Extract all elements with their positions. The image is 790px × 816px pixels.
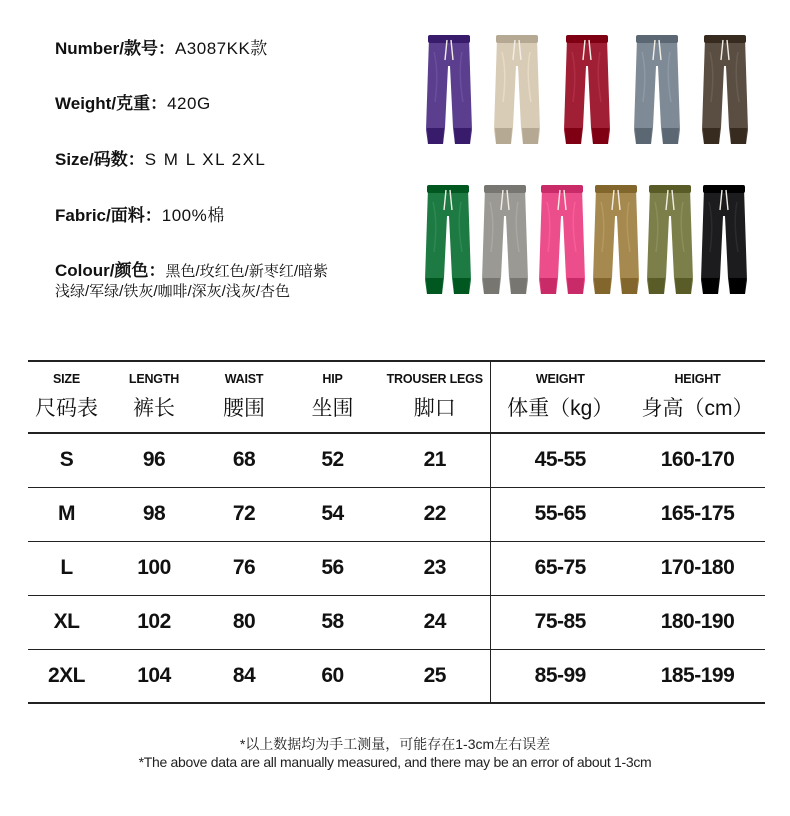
cell-waist: 72	[232, 502, 256, 525]
spec-size-value: S M L XL 2XL	[144, 150, 267, 169]
header-size: SIZE 尺码表	[35, 372, 98, 420]
cell-weight: 55-65	[490, 487, 630, 541]
spec-weight-value: 420G	[167, 94, 211, 113]
pants-colour-swatch	[592, 182, 640, 298]
size-chart-table	[28, 360, 765, 704]
table-row	[28, 595, 765, 649]
cell-length: 96	[142, 448, 166, 472]
table-header-row	[28, 361, 765, 433]
header-trouser-legs: TROUSER LEGS 脚口	[386, 372, 483, 420]
cell-height: 180-190	[660, 610, 735, 633]
cell-waist: 80	[232, 610, 256, 633]
cell-size: S	[59, 448, 74, 472]
pants-colour-swatch	[493, 32, 541, 148]
cell-hip: 52	[321, 448, 344, 472]
measurement-note-en: *The above data are all manually measured, and there may be an error of about 1-3cm	[138, 754, 652, 770]
spec-weight-label: Weight/克重：	[55, 94, 168, 113]
pants-colour-swatch	[424, 182, 472, 298]
cell-height: 185-199	[660, 663, 735, 687]
header-waist: WAIST 腰围	[223, 372, 265, 420]
pants-colour-swatch	[701, 32, 749, 148]
cell-waist: 68	[232, 448, 256, 472]
cell-length: 102	[137, 610, 171, 633]
pants-colour-swatch	[563, 32, 611, 148]
cell-weight: 85-99	[490, 649, 630, 703]
spec-fabric	[55, 201, 225, 226]
cell-size: XL	[53, 610, 80, 633]
table-row	[28, 541, 765, 595]
cell-waist: 76	[232, 556, 256, 579]
spec-number-value: A3087KK款	[174, 39, 268, 58]
cell-trouser-legs: 23	[423, 556, 446, 579]
pants-colour-swatch	[633, 32, 681, 148]
cell-length: 100	[137, 556, 171, 579]
cell-hip: 54	[321, 502, 344, 525]
spec-size-label: Size/码数：	[55, 150, 145, 169]
cell-trouser-legs: 22	[423, 502, 446, 525]
cell-height: 170-180	[660, 556, 735, 579]
pants-colour-swatch	[481, 182, 529, 298]
cell-length: 98	[142, 502, 166, 525]
cell-length: 104	[137, 663, 171, 687]
cell-waist: 84	[232, 663, 256, 687]
header-length: LENGTH 裤长	[128, 372, 180, 420]
spec-colour	[55, 256, 328, 281]
pants-colour-swatch	[646, 182, 694, 298]
cell-size: M	[58, 502, 75, 525]
pants-colour-swatch	[425, 32, 473, 148]
cell-trouser-legs: 24	[423, 610, 446, 633]
cell-weight: 65-75	[490, 541, 630, 595]
cell-size: L	[60, 556, 73, 579]
spec-size	[55, 145, 266, 170]
cell-trouser-legs: 21	[423, 448, 446, 472]
header-height: HEIGHT 身高（cm）	[641, 372, 754, 420]
spec-colour-label: Colour/颜色：	[55, 261, 166, 280]
spec-number-label: Number/款号：	[55, 39, 175, 58]
spec-colour-value-line2: 浅绿/军绿/铁灰/咖啡/深灰/浅灰/杏色	[55, 283, 291, 300]
cell-hip: 60	[321, 663, 344, 687]
header-hip: HIP 坐围	[311, 372, 354, 420]
table-row	[28, 487, 765, 541]
cell-size: 2XL	[47, 663, 85, 687]
cell-weight: 45-55	[490, 433, 630, 487]
cell-height: 160-170	[660, 448, 735, 472]
pants-colour-swatch	[538, 182, 586, 298]
spec-colour-value-line1: 黑色/玫红色/新枣红/暗紫	[165, 263, 329, 280]
cell-height: 165-175	[660, 502, 735, 525]
measurement-note-zh: *以上数据均为手工测量，可能存在1-3cm左右误差	[239, 736, 551, 752]
spec-weight	[55, 89, 211, 114]
pants-colour-swatch	[700, 182, 748, 298]
spec-fabric-value: 100%棉	[161, 206, 225, 225]
table-row	[28, 433, 765, 487]
table-row	[28, 649, 765, 703]
cell-hip: 56	[321, 556, 344, 579]
header-weight: WEIGHT 体重（kg）	[490, 361, 630, 433]
cell-hip: 58	[321, 610, 344, 633]
spec-number	[55, 34, 268, 59]
cell-trouser-legs: 25	[423, 663, 446, 687]
cell-weight: 75-85	[490, 595, 630, 649]
spec-fabric-label: Fabric/面料：	[55, 206, 162, 225]
